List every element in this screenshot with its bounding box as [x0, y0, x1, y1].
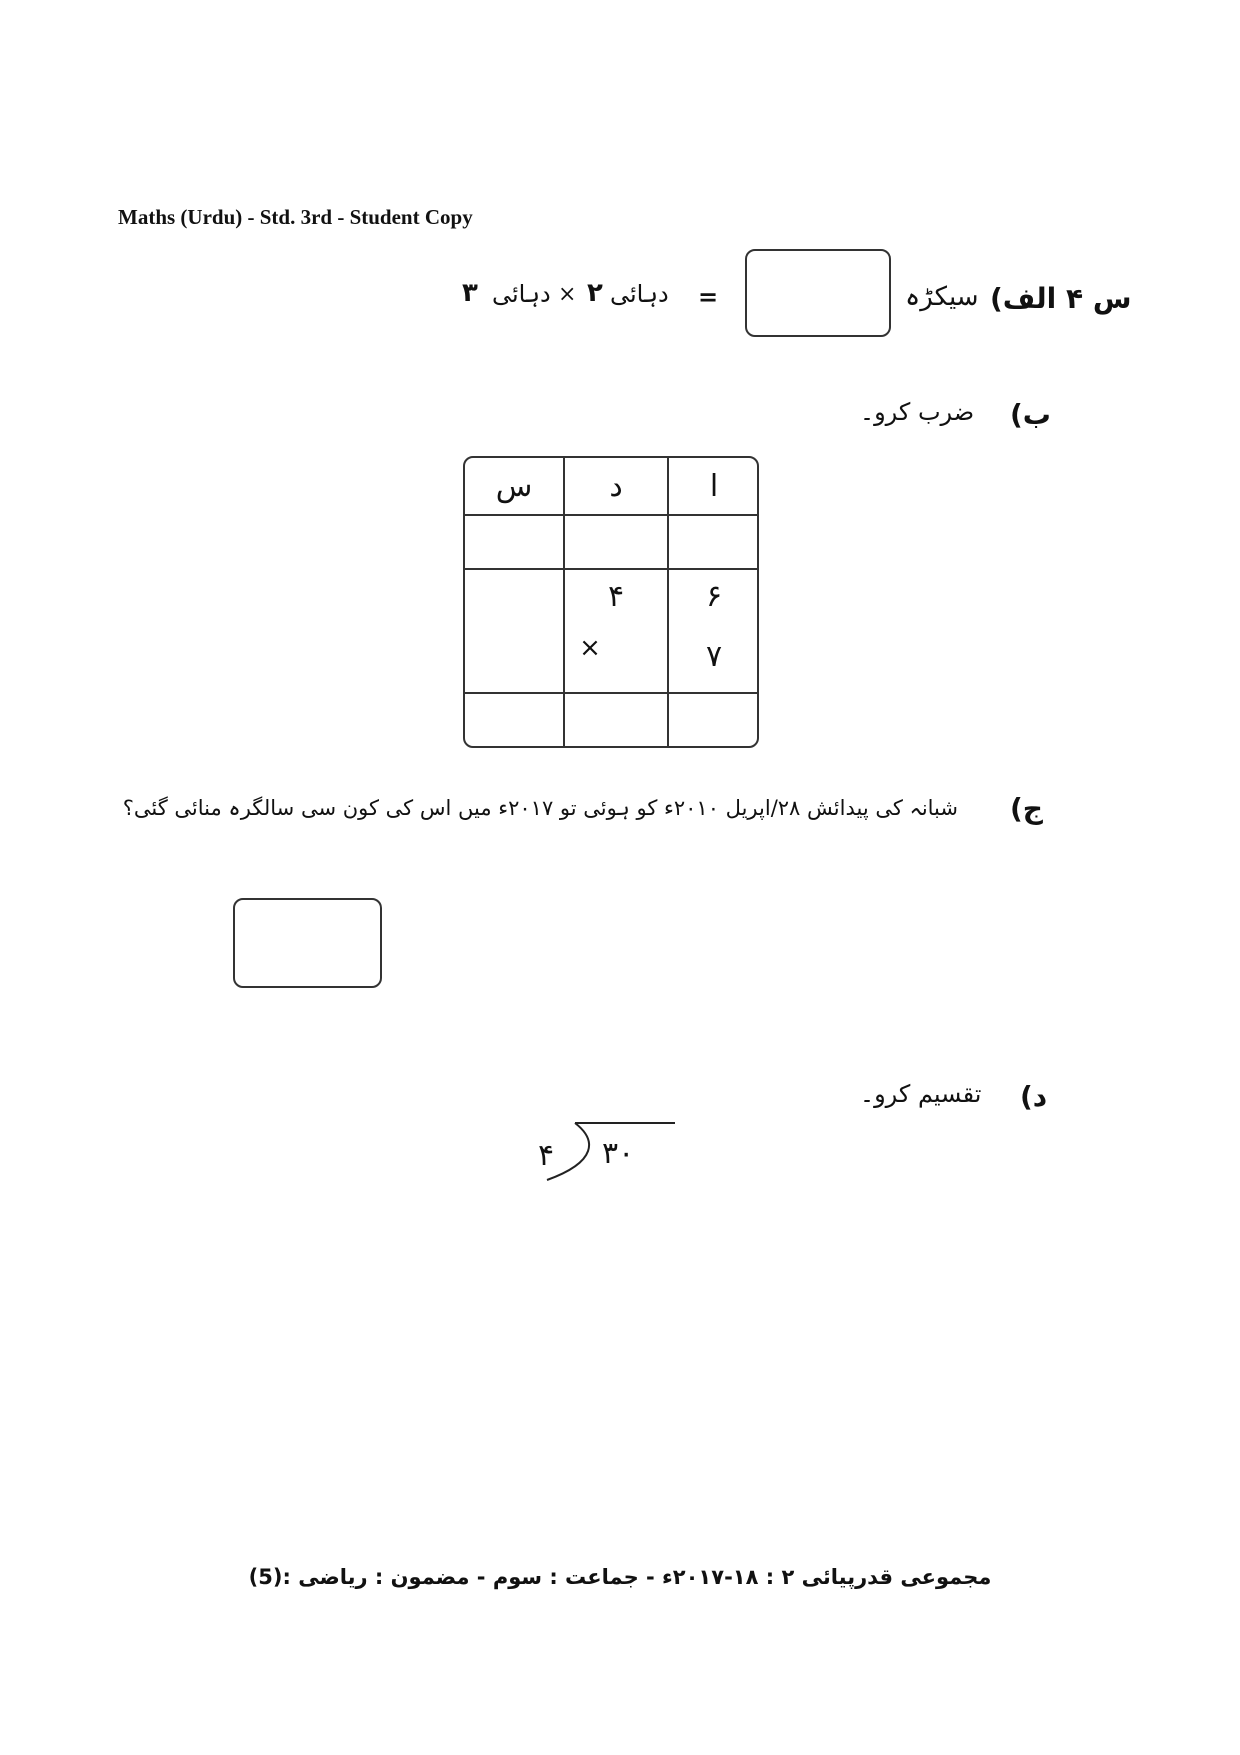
- question-4d-label: د): [1020, 1080, 1048, 1113]
- dividend: ۳۰: [602, 1136, 635, 1171]
- question-4b-instruction: ضرب کرو۔: [860, 398, 975, 426]
- answer-box-4a[interactable]: [745, 249, 891, 337]
- answer-ones-cell[interactable]: [669, 694, 759, 748]
- multiplicand-tens-digit: ۴: [607, 578, 625, 614]
- page-footer: مجموعی قدرپیائی ۲ : ۱۸-۲۰۱۷ء - جماعت : سوم - مضمون : ریاضی :(5): [248, 1565, 992, 1589]
- carry-tens-cell[interactable]: [565, 516, 667, 568]
- answer-tens-cell[interactable]: [565, 694, 667, 748]
- question-4b-label: ب): [1010, 398, 1051, 431]
- answer-hundreds-cell[interactable]: [465, 694, 563, 748]
- multiplier-ones-digit: ۷: [705, 638, 723, 674]
- carry-ones-cell[interactable]: [669, 516, 759, 568]
- question-4a-label: س ۴ الف): [990, 282, 1132, 315]
- number-3: ۳: [462, 278, 478, 308]
- carry-hundreds-cell[interactable]: [465, 516, 563, 568]
- question-4d-instruction: تقسیم کرو۔: [860, 1080, 982, 1108]
- answer-box-4c[interactable]: [233, 898, 382, 988]
- question-4c-text: شبانہ کی پیدائش ۲۸/اپریل ۲۰۱۰ء کو ہوئی تو ۲۰۱۷ء میں اس کی کون سی سالگرہ منائی گئی؟: [122, 796, 958, 820]
- question-4c-label: ج): [1010, 792, 1043, 825]
- tens-word-2: دہائی: [492, 280, 551, 308]
- multiply-operator: ×: [579, 633, 601, 663]
- divisor: ۴: [538, 1138, 555, 1173]
- number-2: ۲: [587, 278, 603, 308]
- header-hundreds: س: [495, 468, 533, 504]
- times-sign: ×: [558, 282, 577, 307]
- multiplication-grid: [463, 456, 759, 748]
- hundreds-label: سیکڑہ: [905, 282, 979, 312]
- page-header-title: Maths (Urdu) - Std. 3rd - Student Copy: [118, 205, 473, 229]
- header-tens: د: [609, 468, 623, 504]
- equals-sign: =: [698, 282, 719, 311]
- multiplicand-ones-digit: ۶: [705, 578, 723, 614]
- header-ones: ا: [709, 468, 719, 504]
- tens-word-1: دہائی: [610, 280, 669, 308]
